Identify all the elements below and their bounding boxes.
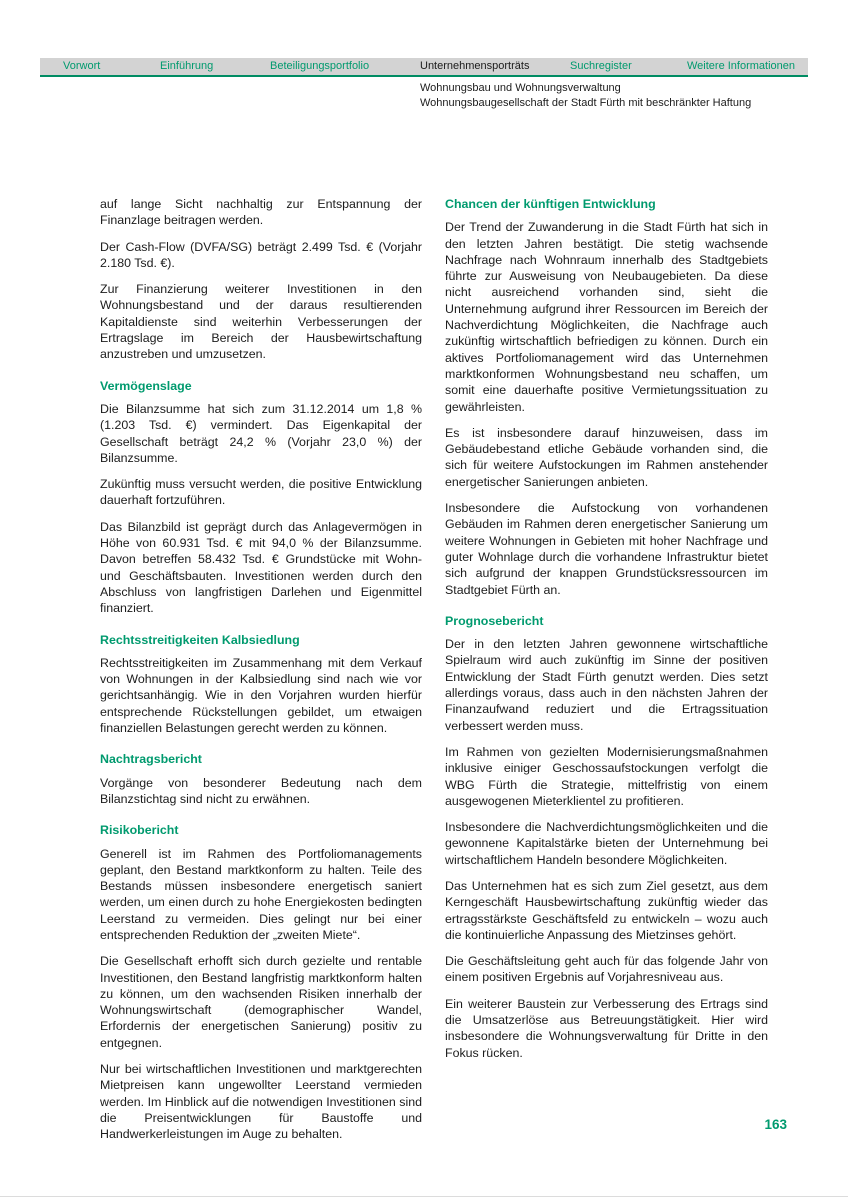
- left-column: [100, 196, 422, 1153]
- nav-item-unternehmensportraets[interactable]: Unternehmensporträts: [420, 60, 530, 72]
- heading-chancen-der-entwicklung: Chancen der künftigen Entwicklung: [445, 197, 656, 211]
- body-paragraph: Die Geschäftsleitung geht auch für das folgende Jahr von einem positiven Ergebnis auf Vorjahresniveau aus.: [445, 954, 768, 985]
- nav-item-vorwort[interactable]: Vorwort: [63, 60, 101, 72]
- body-paragraph-cashflow: Der Cash-Flow (DVFA/SG) beträgt 2.499 Tsd. € (Vorjahr 2.180 Tsd. €).: [100, 239, 422, 270]
- body-paragraph: Insbesondere die Aufstockung von vorhandenen Gebäuden im Rahmen deren energetischer Sanierung um weitere Wohnungen in Gebieten mit hoher Nachfrage und guter Wohnlage durch die vorhandene Infrastruktur bietet sich aufgrund der knappen Grundstücksressourcen im Stadtgebiet Fürth an.: [445, 501, 768, 597]
- heading-prognosebericht: Prognosebericht: [445, 613, 544, 628]
- body-paragraph: Ein weiterer Baustein zur Verbesserung des Ertrags sind die Umsatzerlöse aus Betreuungstätigkeit. Hier wird insbesondere die Wohnungsverwaltung für Dritte in den Fokus rücken.: [445, 996, 768, 1060]
- page-bottom-rule: [0, 1196, 848, 1197]
- body-paragraph: Nur bei wirtschaftlichen Investitionen und marktgerechten Mietpreisen kann ungewollter Leerstand vermieden werden. Im Hinblick auf die notwendigen Investitionen sind die Preisentwicklungen für Baustoffe und Handwerkerleistungen im Auge zu behalten.: [100, 1062, 422, 1142]
- body-columns: [100, 196, 768, 1153]
- body-paragraph: Vorgänge von besonderer Bedeutung nach dem Bilanzstichtag sind nicht zu erwähnen.: [100, 775, 422, 806]
- company-name-label: Wohnungsbaugesellschaft der Stadt Fürth mit beschränkter Haftung: [420, 97, 752, 109]
- body-paragraph: Im Rahmen von gezielten Modernisierungsmaßnahmen inklusive einiger Geschossaufstockungen verfolgt die WBG Fürth die Strategie, mittelfristig von einem ausgewogenen Mieterklientel zu profitieren.: [445, 744, 768, 808]
- nav-item-suchregister[interactable]: Suchregister: [570, 60, 632, 72]
- body-paragraph: Zur Finanzierung weiterer Investitionen in den Wohnungsbestand und der daraus resultierenden Kapitaldienste sind weiterhin Verbesserungen der Ertragslage im Bereich der Hausbewirtschaftung anzustreben und umzusetzen.: [100, 282, 422, 362]
- body-paragraph: Generell ist im Rahmen des Portfoliomanagements geplant, den Bestand marktkonform zu halten. Teile des Bestands müssen insbesondere energetisch saniert werden, um einen durch zu hohe Energiekosten bedingten Leerstand zu vermeiden. Dies gelingt nur bei einer entsprechenden Reduktion der „zweiten Miete“.: [100, 846, 422, 942]
- body-paragraph: Der Trend der Zuwanderung in die Stadt Fürth hat sich in den letzten Jahren bestätigt. Die stetig wachsende Nachfrage nach Wohnraum innerhalb des Stadtgebiets führte zur Ausweisung von Neubaugebieten. Da diese nicht ausreichend vorhanden sind, sieht die Unternehmung aufgrund ihrer Ressourcen im Bereich der Nachverdichtung Möglichkeiten, die Nachfrage auch zukünftig wirtschaftlich befriedigen zu können. Durch ein aktives Portfoliomanagement wird das Unternehmen marktkonformen Wohnungsbestand neu schaffen, um somit eine dauerhafte positive Vermietungssituation zu gewährleisten.: [445, 220, 768, 414]
- body-paragraph: Es ist insbesondere darauf hinzuweisen, dass im Gebäudebestand etliche Gebäude vorhanden sind, die sich für weitere Aufstockungen im Rahmen anstehender energetischer Sanierungen anbieten.: [445, 425, 768, 489]
- section-category-label: Wohnungsbau und Wohnungsverwaltung: [420, 82, 621, 94]
- body-paragraph-bilanzsumme: Die Bilanzsumme hat sich zum 31.12.2014 um 1,8 % (1.203 Tsd. €) vermindert. Das Eigenkapital der Gesellschaft beträgt 24,2 % (Vorjahr 23,0 %) der Bilanzsumme.: [100, 401, 422, 465]
- top-navigation: [40, 58, 808, 75]
- nav-item-beteiligungsportfolio[interactable]: Beteiligungsportfolio: [270, 60, 370, 72]
- body-paragraph: Rechtsstreitigkeiten im Zusammenhang mit dem Verkauf von Wohnungen in der Kalbsiedlung sind nach wie vor gerichtsanhängig. Wie in den Vorjahren wurden hierfür entsprechende Rückstellungen gebildet, um etwaigen finanziellen Belastungen gerecht werden zu können.: [100, 655, 422, 736]
- section-header: [420, 81, 810, 111]
- page-number: 163: [764, 1117, 787, 1132]
- body-paragraph: Die Gesellschaft erhofft sich durch gezielte und rentable Investitionen, den Bestand langfristig marktkonform halten zu können, um den wachsenden Risiken innerhalb der Wohnungswirtschaft (demographischer Wandel, Erfordernis der energetischen Sanierung) positiv zu entgegnen.: [100, 954, 422, 1050]
- body-paragraph-bilanzbild: Das Bilanzbild ist geprägt durch das Anlagevermögen in Höhe von 60.931 Tsd. € mit 94,0 % der Bilanzsumme. Davon betreffen 58.432 Tsd. € Grundstücke mit Wohn- und Geschäftsbauten. Investitionen werden durch den Abschluss von langfristigen Darlehen und Eigenmittel finanziert.: [100, 519, 422, 616]
- body-paragraph: Das Unternehmen hat es sich zum Ziel gesetzt, aus dem Kerngeschäft Hausbewirtschaftung zukünftig wieder das ertragsstärkste Geschäftsfeld zu entwickeln – wozu auch die kontinuierliche Anpassung des Mietzinses gehört.: [445, 878, 768, 942]
- body-paragraph: Insbesondere die Nachverdichtungsmöglichkeiten und die gewonnene Kapitalstärke bieten der Unternehmung bei wirtschaftlichem Handeln besondere Möglichkeiten.: [445, 820, 768, 867]
- heading-nachtragsbericht: Nachtragsbericht: [100, 752, 202, 767]
- header-divider-rule: [40, 75, 808, 77]
- heading-rechtsstreitigkeiten: Rechtsstreitigkeiten Kalbsiedlung: [100, 632, 300, 647]
- body-paragraph: Zukünftig muss versucht werden, die positive Entwicklung dauerhaft fortzuführen.: [100, 477, 422, 508]
- nav-item-weitere-informationen[interactable]: Weitere Informationen: [687, 60, 796, 72]
- heading-vermoegenslage: Vermögenslage: [100, 378, 192, 393]
- body-paragraph: Der in den letzten Jahren gewonnene wirtschaftliche Spielraum wird auch zukünftig im Sinne der positiven Entwicklung der Stadt Fürth genutzt werden. Dies setzt allerdings voraus, dass auch in den nächsten Jahren der Finanzaufwand reduziert und die Ertragssituation verbessert werden muss.: [445, 637, 768, 733]
- nav-item-einfuehrung[interactable]: Einführung: [160, 60, 214, 72]
- right-column: [445, 196, 768, 1153]
- heading-risikobericht: Risikobericht: [100, 823, 179, 838]
- body-paragraph: auf lange Sicht nachhaltig zur Entspannung der Finanzlage beitragen werden.: [100, 197, 422, 228]
